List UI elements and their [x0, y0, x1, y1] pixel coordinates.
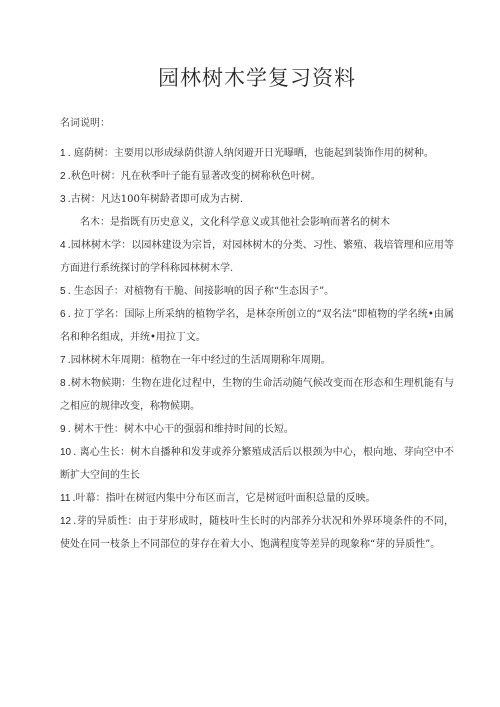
entry-2: [60, 165, 454, 188]
entry-text: .秋色叶树：凡在秋季叶子能有显著改变的树称秋色叶树。: [67, 171, 321, 182]
entry-text: . 生态因子：对植物有干脆、间接影响的因子称“生态因子”。: [67, 286, 335, 297]
entry-text: . 离心生长：树木自播种和发芽或养分繁殖成活后以根颈为中心，根向地、芽向空中不断扩大空间的生长: [60, 447, 454, 481]
entry-9: [60, 418, 454, 441]
entry-11: [60, 487, 454, 510]
entry-1: [60, 142, 454, 165]
entry-8: [60, 372, 454, 418]
entry-number: 3: [60, 194, 66, 205]
entry-text: .古树：凡达100年树龄者即可成为古树.: [67, 194, 244, 205]
entry-12: [60, 510, 454, 556]
entry-number: 9: [60, 424, 66, 435]
entry-text: .园林树木年周期：植物在一年中经过的生活周期称年周期。: [67, 355, 331, 366]
entry-6: [60, 303, 454, 349]
entry-number: 5: [60, 286, 66, 297]
entry-number: 8: [60, 378, 66, 389]
entry-number: 11: [60, 493, 71, 504]
entry-number: 12: [60, 516, 72, 527]
entry-text: .树木物候期：生物在进化过程中，生物的生命活动随气候改变而在形态和生理机能有与之相应的规律改变，称物候期。: [60, 378, 454, 412]
page-title: 园林树木学复习资料: [158, 66, 356, 90]
entry-number: 1: [60, 148, 66, 159]
entry-text: . 拉丁学名：国际上所采纳的植物学名，是林奈所创立的“双名法”即植物的学名统•由属名和种名组成，并统•用拉丁文。: [60, 309, 454, 343]
entry-text: . 树木干性：树木中心干的强弱和维持时间的长短。: [67, 424, 294, 435]
entry-number: 4: [60, 240, 66, 251]
entry-number: 2: [60, 171, 66, 182]
entry-text: .园林树木学：以园林建设为宗旨，对园林树木的分类、习性、繁殖、栽培管理和应用等方面进行系统探讨的学科称园林树木学.: [60, 240, 454, 274]
entry-7: [60, 349, 454, 372]
entry-number: 10: [60, 447, 72, 458]
entry-3-sub: [60, 211, 454, 234]
entry-3: [60, 188, 454, 211]
section-heading: 名词说明：: [60, 118, 110, 129]
entry-10: [60, 441, 454, 487]
entry-text: . 庭荫树：主要用以形成绿荫供游人纳闵避开日光曝晒，也能起到装饰作用的树种。: [67, 148, 434, 159]
entry-text: .叶幕：指叶在树冠内集中分布区而言，它是树冠叶面积总量的反映。: [72, 493, 376, 504]
entry-5: [60, 280, 454, 303]
entry-text: .芽的异质性：由于芽形成时，随枝叶生长时的内部养分状况和外界环境条件的不同，使处在同一枝条上不同部位的芽存在着大小、饱满程度等差异的现象称“芽的异质性”。: [60, 516, 454, 550]
entry-number: 6: [60, 309, 66, 320]
entry-4: [60, 234, 454, 280]
entry-text: 名木：是指既有历史意义，文化科学意义或其他社会影响而著名的树木: [80, 217, 390, 228]
entry-number: 7: [60, 355, 66, 366]
